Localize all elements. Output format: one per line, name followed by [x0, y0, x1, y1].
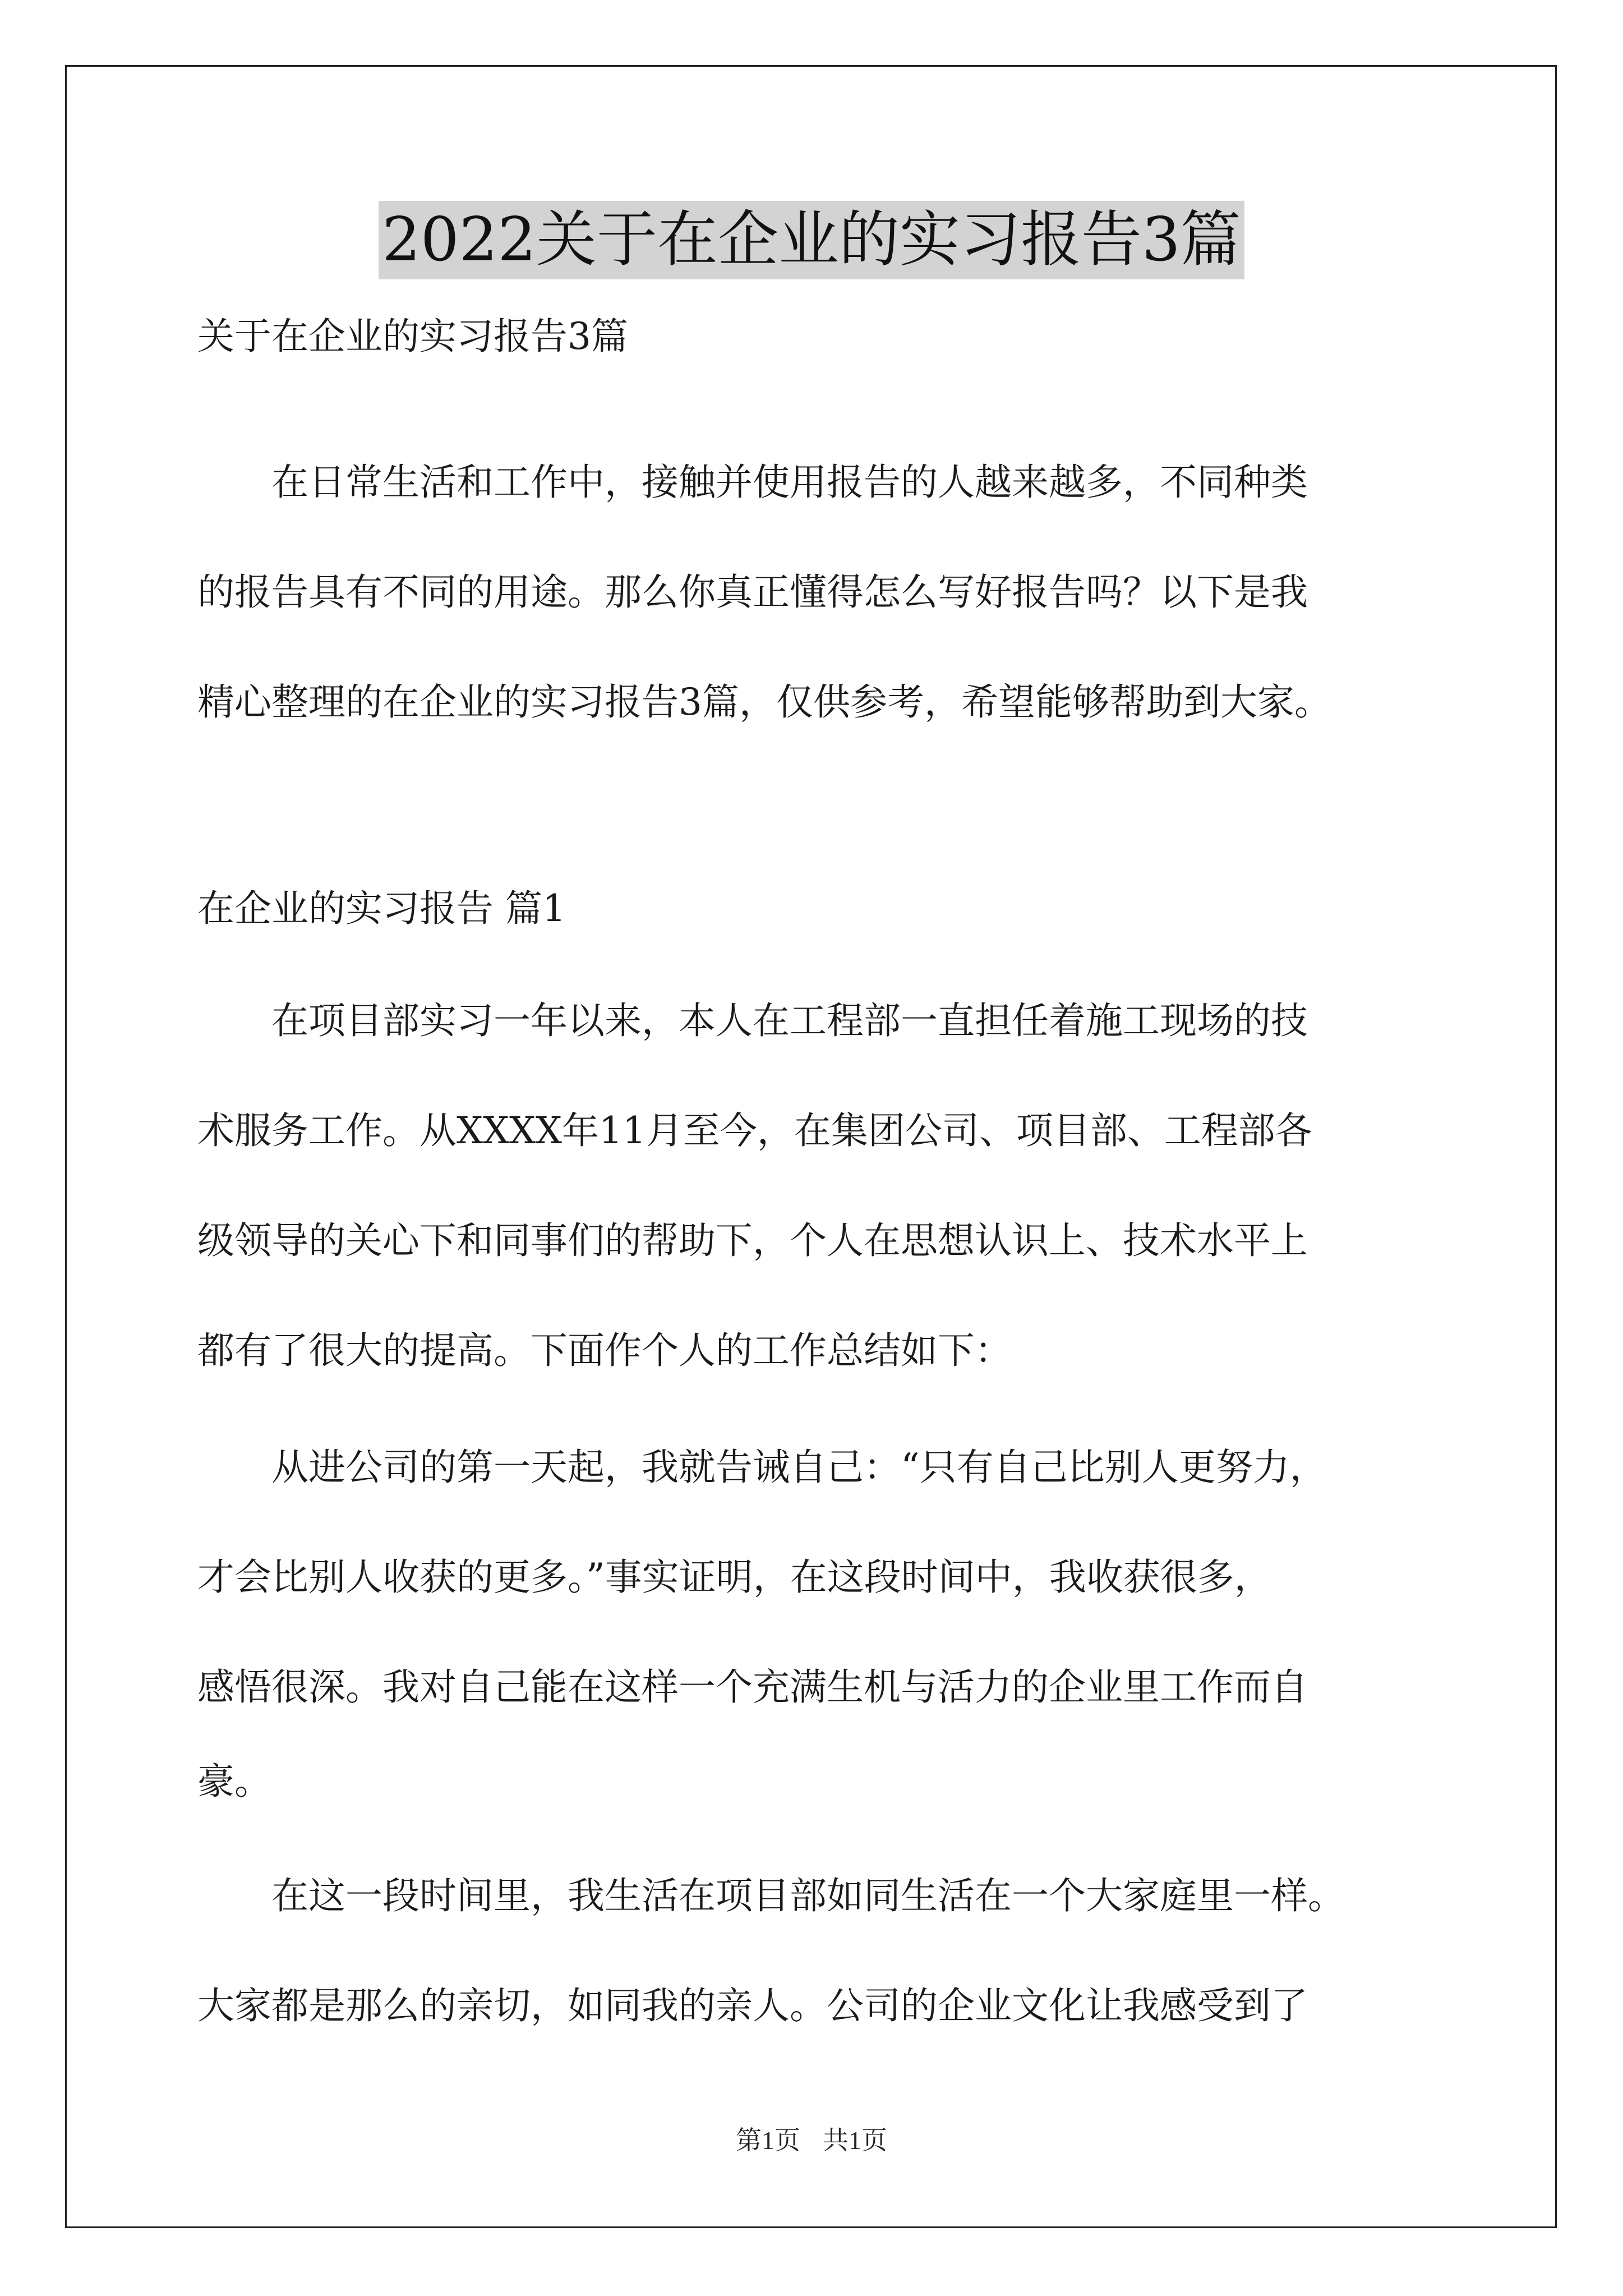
paragraph-line: 才会比别人收获的更多。”事实证明，在这段时间中，我收获很多， [197, 1556, 1271, 1599]
paragraph-line: 在项目部实习一年以来，本人在工程部一直担任着施工现场的技 [197, 999, 1308, 1042]
paragraph-line: 在日常生活和工作中，接触并使用报告的人越来越多，不同种类 [197, 461, 1308, 504]
document-title: 2022关于在企业的实习报告3篇 [379, 201, 1244, 279]
paragraph-line: 都有了很大的提高。下面作个人的工作总结如下： [197, 1329, 1012, 1372]
paragraph-line: 精心整理的在企业的实习报告3篇，仅供参考，希望能够帮助到大家。 [197, 680, 1331, 724]
section-heading: 在企业的实习报告 篇1 [197, 887, 566, 930]
paragraph-line: 豪。 [197, 1760, 271, 1803]
paragraph-line: 级领导的关心下和同事们的帮助下，个人在思想认识上、技术水平上 [197, 1219, 1308, 1262]
paragraph-line: 感悟很深。我对自己能在这样一个充满生机与活力的企业里工作而自 [197, 1665, 1308, 1709]
title-container [0, 201, 1623, 279]
paragraph-line: 在这一段时间里，我生活在项目部如同生活在一个大家庭里一样。 [197, 1874, 1345, 1917]
page-footer [0, 2124, 1623, 2157]
paragraph-line: 术服务工作。从XXXX年11月至今，在集团公司、项目部、工程部各 [197, 1109, 1312, 1152]
page-total: 共1页 [823, 2126, 887, 2155]
paragraph-line: 大家都是那么的亲切，如同我的亲人。公司的企业文化让我感受到了 [197, 1984, 1308, 2027]
paragraph-line: 从进公司的第一天起，我就告诫自己：“只有自己比别人更努力， [197, 1446, 1327, 1489]
page-number: 第1页 [736, 2126, 800, 2155]
subtitle-line: 关于在企业的实习报告3篇 [197, 315, 628, 358]
paragraph-line: 的报告具有不同的用途。那么你真正懂得怎么写好报告吗？以下是我 [197, 570, 1308, 614]
